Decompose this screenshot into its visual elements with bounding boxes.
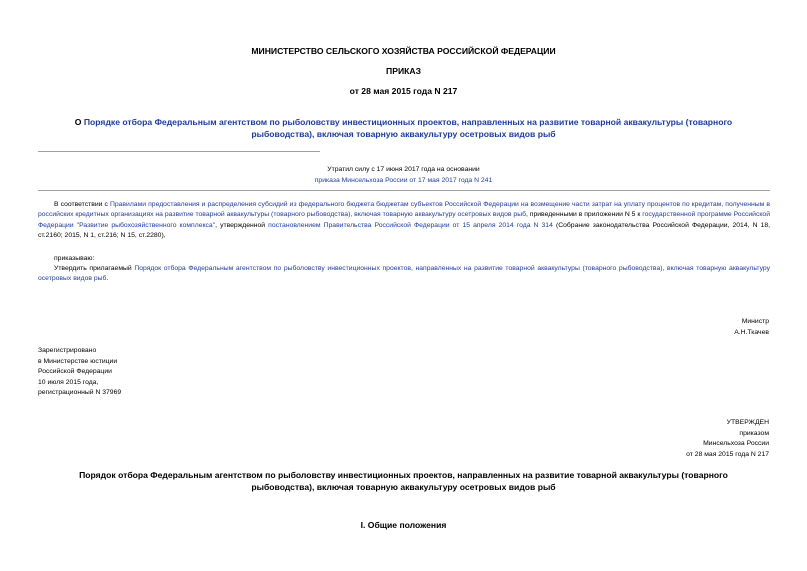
preamble-text-1: В соответствии с [54,201,110,208]
title-prefix: О [74,117,84,127]
procedure-link[interactable]: Порядок отбора Федеральным агентством по рыболовству инвестиционных проектов, направленных на развитие товарной аквакультуры (товарного рыбоводства), включая товарную аквакультуру осетровых видов рыб [38,265,771,283]
registration-line: Зарегистрировано [38,347,97,354]
order-text-2: . [106,275,109,283]
divider-short [38,151,320,152]
order-paragraph [38,264,770,285]
ministry-name: МИНИСТЕРСТВО СЕЛЬСКОГО ХОЗЯЙСТВА РОССИЙСКОЙ ФЕДЕРАЦИИ [251,46,556,56]
registration-line: Российской Федерации [38,368,112,375]
rules-link[interactable]: Правилами предоставления и распределения субсидий из федерального бюджета бюджетам субъектов Российской Федерации на возмещение части затрат на уплату процентов по кредитам, полученным в российских кредитных организациях на развитие товарной аквакультуры (товарного рыбоводства), включая товарную аквакультуру осетровых видов рыб [38,201,771,219]
registration-block [38,346,238,399]
status-link-line [0,176,807,187]
government-decree-link[interactable]: постановлением Правительства Российской Федерации от 15 апреля 2014 года N 314 [268,221,553,229]
section-heading: I. Общие положения [360,520,447,530]
signature-position: Министр [741,318,769,325]
preamble-text-4: (Собрание законодательства Российской Федерации, 2014, N 18, ст.2160; 2015, N 1, ст.216; N 15, ст.2280), [38,221,770,240]
approval-block [519,418,769,460]
title-link[interactable]: Порядке отбора Федеральным агентством по рыболовству инвестиционных проектов, направленных на развитие товарной аквакультуры (товарного рыбоводства), включая товарную аквакультуру осетровых видов рыб [83,117,733,139]
approval-line: приказом [739,429,769,437]
repeal-order-link[interactable]: приказа Минсельхоза России от 17 мая 2017 года N 241 [314,177,493,184]
divider-full [38,190,770,191]
state-program-link[interactable]: государственной программе Российской Федерации "Развитие рыбохозяйственного комплекса" [38,211,771,229]
signature-name: А.Н.Ткачев [734,329,769,336]
approval-line: от 28 мая 2015 года N 217 [686,450,769,458]
status-text: Утратил силу с 17 июня 2017 года на основании [327,166,480,173]
registration-line: регистрационный N 37969 [38,389,122,396]
preamble-paragraph [38,200,770,242]
approval-line: Минсельхоза России [703,440,769,447]
approval-line: УТВЕРЖДЕН [726,419,769,426]
document-title [60,116,747,140]
registration-line: в Министерстве юстиции [38,357,118,365]
order-keyword: приказываю: [54,255,95,262]
preamble-text-3: , утвержденной [215,221,269,229]
order-date: от 28 мая 2015 года N 217 [349,86,458,96]
order-word: ПРИКАЗ [386,66,421,76]
order-text-1: Утвердить прилагаемый [54,265,135,272]
preamble-text-2: , приведенными в приложении N 5 к [526,211,643,219]
procedure-title: Порядок отбора Федеральным агентством по рыболовству инвестиционных проектов, направленных на развитие товарной аквакультуры (товарного рыбоводства), включая товарную аквакультуру осетровых видов рыб [79,470,728,492]
registration-line: 10 июля 2015 года, [38,378,99,386]
